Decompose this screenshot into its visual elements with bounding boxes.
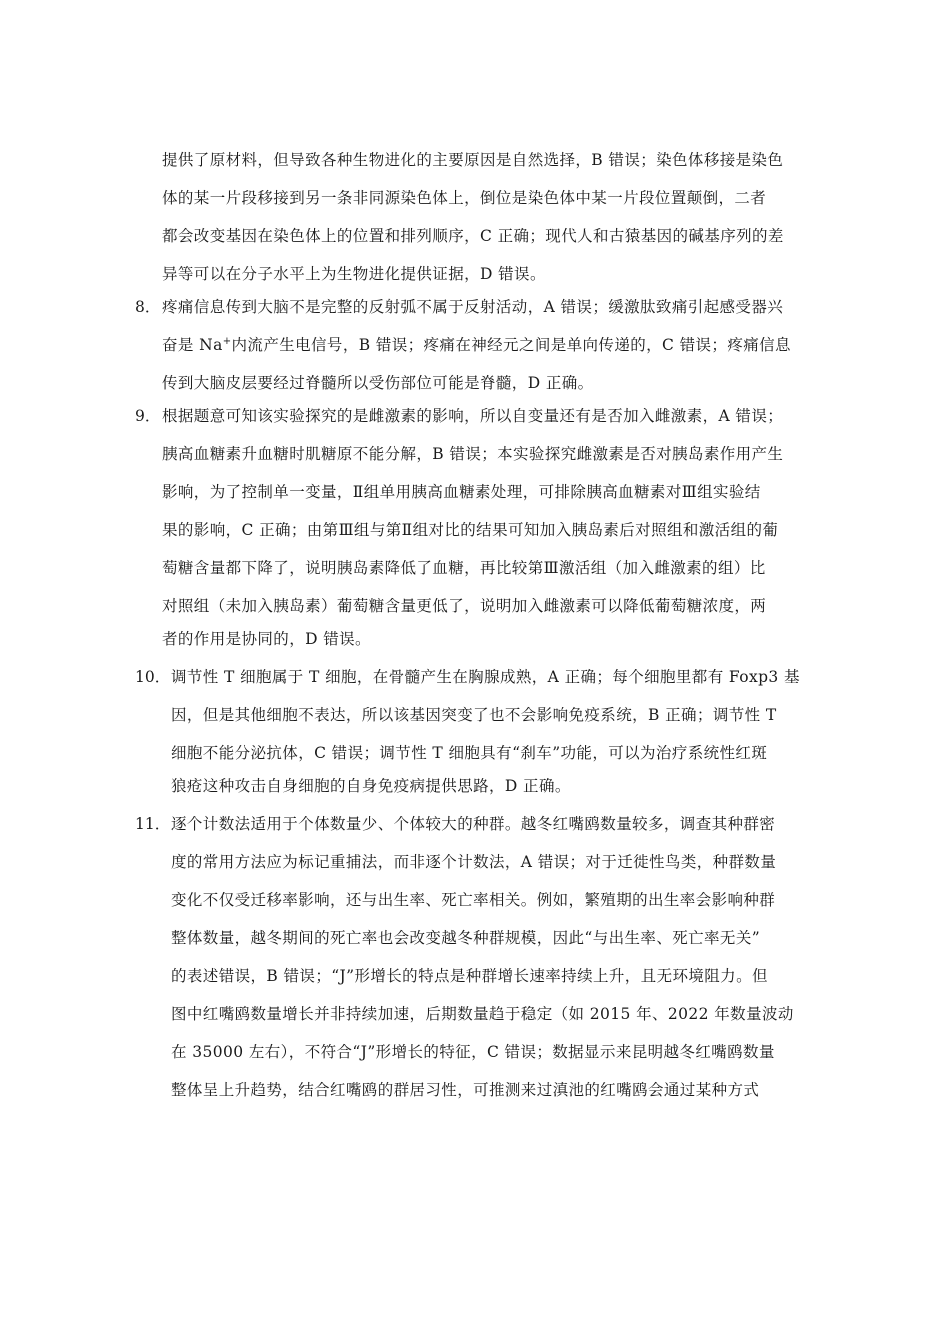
paragraph-line: 者的作用是协同的，D 错误。 xyxy=(162,630,371,648)
paragraph-line: 体的某一片段移接到另一条非同源染色体上，倒位是染色体中某一片段位置颠倒，二者 xyxy=(162,189,767,207)
item-number: 8． xyxy=(135,298,161,316)
text-segment: 奋是 Na xyxy=(162,336,223,354)
paragraph-line: 传到大脑皮层要经过脊髓所以受伤部位可能是脊髓，D 正确。 xyxy=(162,374,594,392)
item-number: 9． xyxy=(135,407,161,425)
paragraph-line: 整体呈上升趋势，结合红嘴鸥的群居习性，可推测来过滇池的红嘴鸥会通过某种方式 xyxy=(171,1081,760,1099)
superscript: + xyxy=(222,336,232,347)
paragraph-line: 胰高血糖素升血糖时肌糖原不能分解，B 错误；本实验探究雌激素是否对胰岛素作用产生 xyxy=(162,445,784,463)
paragraph-line: 对照组（未加入胰岛素）葡萄糖含量更低了，说明加入雌激素可以降低葡萄糖浓度，两 xyxy=(162,597,767,615)
paragraph-line xyxy=(162,333,791,357)
paragraph-line: 因，但是其他细胞不表达，所以该基因突变了也不会影响免疫系统，B 正确；调节性 T xyxy=(171,706,777,724)
paragraph-line: 异等可以在分子水平上为生物进化提供证据，D 错误。 xyxy=(162,265,546,283)
paragraph-line: 都会改变基因在染色体上的位置和排列顺序，C 正确；现代人和古猿基因的碱基序列的差 xyxy=(162,227,784,245)
text-segment: 内流产生电信号，B 错误；疼痛在神经元之间是单向传递的，C 错误；疼痛信息 xyxy=(231,336,791,354)
paragraph-line: 细胞不能分泌抗体，C 错误；调节性 T 细胞具有“刹车”功能，可以为治疗系统性红斑 xyxy=(171,744,768,762)
paragraph-line: 疼痛信息传到大脑不是完整的反射弧不属于反射活动，A 错误；缓激肽致痛引起感受器兴 xyxy=(162,298,784,316)
paragraph-line: 变化不仅受迁移率影响，还与出生率、死亡率相关。例如，繁殖期的出生率会影响种群 xyxy=(171,891,776,909)
paragraph-line: 提供了原材料，但导致各种生物进化的主要原因是自然选择，B 错误；染色体移接是染色 xyxy=(162,151,784,169)
item-number: 11． xyxy=(135,815,171,833)
paragraph-line: 逐个计数法适用于个体数量少、个体较大的种群。越冬红嘴鸥数量较多，调查其种群密 xyxy=(171,815,776,833)
paragraph-line: 根据题意可知该实验探究的是雌激素的影响，所以自变量还有是否加入雌激素，A 错误； xyxy=(162,407,784,425)
paragraph-line: 调节性 T 细胞属于 T 细胞，在骨髓产生在胸腺成熟，A 正确；每个细胞里都有 Foxp3 基 xyxy=(171,668,800,686)
paragraph-line: 影响，为了控制单一变量，Ⅱ组单用胰高血糖素处理，可排除胰高血糖素对Ⅲ组实验结 xyxy=(162,483,761,501)
paragraph-line: 整体数量，越冬期间的死亡率也会改变越冬种群规模，因此“与出生率、死亡率无关” xyxy=(171,929,761,947)
paragraph-line: 度的常用方法应为标记重捕法，而非逐个计数法，A 错误；对于迁徙性鸟类，种群数量 xyxy=(171,853,777,871)
paragraph-line: 萄糖含量都下降了，说明胰岛素降低了血糖，再比较第Ⅲ激活组（加入雌激素的组）比 xyxy=(162,559,766,577)
paragraph-line: 果的影响，C 正确；由第Ⅲ组与第Ⅱ组对比的结果可知加入胰岛素后对照组和激活组的葡 xyxy=(162,521,779,539)
paragraph-line: 图中红嘴鸥数量增长并非持续加速，后期数量趋于稳定（如 2015 年、2022 年数量波动 xyxy=(171,1005,794,1023)
item-number: 10． xyxy=(135,668,171,686)
paragraph-line: 在 35000 左右），不符合“J”形增长的特征，C 错误；数据显示来昆明越冬红嘴鸥数量 xyxy=(171,1043,775,1061)
paragraph-line: 的表述错误，B 错误；“J”形增长的特点是种群增长速率持续上升，且无环境阻力。但 xyxy=(171,967,768,985)
paragraph-line: 狼疮这种攻击自身细胞的自身免疫病提供思路，D 正确。 xyxy=(171,777,571,795)
